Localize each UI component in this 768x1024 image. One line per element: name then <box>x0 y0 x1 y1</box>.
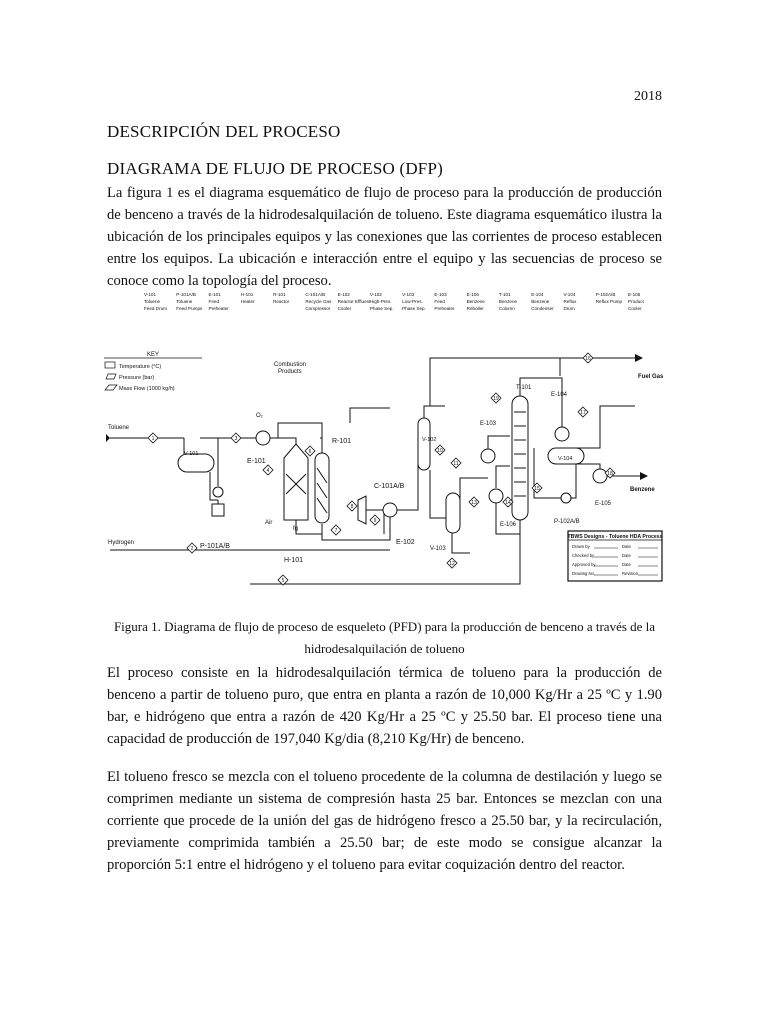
paragraph-2: El proceso consiste en la hidrodesalquilación térmica de tolueno para la producción de benceno a partir de tolueno puro, que entra en planta a razón de 10,000 Kg/Hr a 25 ºC y 1.90 bar, e hidrógeno que entra a razón de 420 Kg/Hr a 25 ºC y 25.50 bar. El proceso tiene una capacidad de producción de 197,040 Kg/dia (8,210 Kg/Hr) de benceno. <box>107 665 662 747</box>
title-block-row-label: Drawn by <box>572 544 590 549</box>
legend-tag: T-101 <box>498 292 511 297</box>
intro-paragraph: La figura 1 es el diagrama esquemático de flujo de proceso para la producción de producción de benceno a través de la hidrodesalquilación de tolueno. Este diagrama esquemático ilustra la ubicación de los principales equipos y las conexiones que las corrientes de proceso establecen entre los equipos. La ubicación e interacción entre el equipo y las secuencias de proceso se conoce como la topología del proceso. <box>107 185 662 289</box>
legend-tag: V-103 <box>402 292 415 297</box>
combustion-label-2: Products <box>278 369 302 375</box>
fuel-gas-label: Fuel Gas <box>638 374 664 380</box>
legend-tag: V-102 <box>369 292 382 297</box>
legend-tag: H-101 <box>240 292 254 297</box>
h101-heater <box>284 444 308 520</box>
p101-pump <box>212 504 224 516</box>
figure-caption: Figura 1. Diagrama de flujo de proceso de esqueleto (PFD) para la producción de benceno a través de la hidrodesalquilación de tolueno <box>113 619 656 656</box>
o2-label: O₂ <box>256 413 263 419</box>
legend-description: Toluene <box>176 299 193 304</box>
tag-e102: E-102 <box>396 539 415 546</box>
fuel-label: fg <box>293 526 299 532</box>
key-pressure: Pressure (bar) <box>119 375 155 381</box>
stream-number: 3 <box>234 436 238 442</box>
tag-c101: C-101A/B <box>374 483 405 490</box>
stream-number: 5 <box>281 578 285 584</box>
legend-description: Low-Pres. <box>402 299 423 304</box>
legend-description: Recycle Gas <box>305 299 332 304</box>
legend-description: Compressor <box>305 306 331 311</box>
section-title: DESCRIPCIÓN DEL PROCESO <box>107 122 341 141</box>
legend-tag: C-101A/B <box>305 292 326 297</box>
legend-tag: E-102 <box>337 292 350 297</box>
legend-description: Heater <box>240 299 255 304</box>
legend-description: Feed <box>208 299 220 304</box>
e103-preheater <box>481 449 495 463</box>
legend-description: High-Pres. <box>369 299 392 304</box>
pfd-svg <box>100 288 665 600</box>
tag-e101: E-101 <box>247 458 266 465</box>
stream-number: 18 <box>607 471 613 477</box>
tag-v104: V-104 <box>558 456 573 462</box>
legend-tag: E-103 <box>434 292 447 297</box>
benzene-label: Benzene <box>630 487 655 493</box>
legend-description: Benzene <box>466 299 485 304</box>
legend-tag: E-104 <box>531 292 544 297</box>
legend-tag: P-102A/B <box>595 292 616 297</box>
stream-number: 2 <box>190 546 194 552</box>
legend-description: Condenser <box>531 306 554 311</box>
stream-number: 10 <box>437 448 443 454</box>
stream-number: 7 <box>334 528 338 534</box>
tag-v103: V-103 <box>430 546 446 552</box>
stream-number: 19 <box>493 396 499 402</box>
header-year: 2018 <box>634 89 662 104</box>
legend-description: Reflux <box>563 299 577 304</box>
process-flow-diagram <box>100 288 665 600</box>
title-block <box>567 531 662 581</box>
legend-description: Phase Sep. <box>402 306 426 311</box>
legend-description: Product <box>628 299 644 304</box>
e102-cooler <box>383 503 397 517</box>
stream-number: 4 <box>266 468 270 474</box>
legend-description: Toluene <box>144 299 161 304</box>
key-title: KEY <box>146 352 160 358</box>
tag-e103: E-103 <box>480 421 497 427</box>
title-block-row-field: Revision <box>622 571 639 576</box>
stream-number: 13 <box>471 500 477 506</box>
title-block-row-label: Checked by <box>572 553 595 558</box>
legend-description: Column <box>498 306 515 311</box>
c101-compressor <box>358 496 366 524</box>
e106-reboiler <box>489 489 503 503</box>
hydrogen-label: Hydrogen <box>108 540 135 546</box>
tag-p101: P-101A/B <box>200 543 230 550</box>
legend-description: Feed Pumps <box>176 306 203 311</box>
legend-description: Benzene <box>498 299 518 304</box>
tag-e104: E-104 <box>551 392 568 398</box>
equipment <box>178 396 607 533</box>
legend-description: Reflux Pump <box>595 299 623 304</box>
legend-tag: V-101 <box>144 292 157 297</box>
title-block-row-field: Date <box>622 544 631 549</box>
title-block-row-field: Date <box>622 562 631 567</box>
stream-number: 12 <box>449 561 455 567</box>
legend-description: Cooler <box>628 306 642 311</box>
combustion-label-1: Combustion <box>274 362 307 368</box>
stream-number: 15 <box>534 486 540 492</box>
tag-v101: V-101 <box>184 451 199 457</box>
legend-description: Reactor <box>273 299 290 304</box>
subsection-title: DIAGRAMA DE FLUJO DE PROCESO (DFP) <box>107 159 443 178</box>
legend-description: Preheater <box>208 306 229 311</box>
title-block-row-label: Drawing No. <box>572 571 596 576</box>
stream-number: 9 <box>373 518 377 524</box>
stream-number: 11 <box>453 461 459 467</box>
legend-description: Drum <box>563 306 575 311</box>
legend-description: Preheater <box>434 306 455 311</box>
key-temperature: Temperature (°C) <box>119 364 162 370</box>
stream-number: 8 <box>350 504 354 510</box>
stream-number: 17 <box>580 410 586 416</box>
v103-separator <box>446 493 460 533</box>
title-block-title: TBWS Designs - Toluene HDA Process <box>567 534 663 540</box>
air-label: Air <box>265 520 273 526</box>
legend-tag: R-101 <box>273 292 286 297</box>
tag-p102: P-102A/B <box>554 519 580 525</box>
p101-pump-body <box>213 487 223 497</box>
legend-tag: E-106 <box>466 292 479 297</box>
tag-v102: V-102 <box>422 437 437 443</box>
legend-description: Feed Drum <box>144 306 167 311</box>
e101-exchanger <box>256 431 270 445</box>
title-block-row-field: Date <box>622 553 631 558</box>
legend-description: Benzene <box>531 299 550 304</box>
e104-condenser <box>555 427 569 441</box>
legend-tag: P-101A/B <box>176 292 196 297</box>
legend-tag: V-104 <box>563 292 576 297</box>
tag-r101: R-101 <box>332 438 352 445</box>
stream-number: 16 <box>585 356 591 362</box>
v102-separator <box>418 418 430 470</box>
t101-column <box>512 396 528 520</box>
stream-number: 14 <box>505 500 511 506</box>
title-block-row-label: Approved by <box>572 562 596 567</box>
p102-pump <box>561 493 571 503</box>
key-mass-flow: Mass Flow (1000 kg/h) <box>119 386 175 392</box>
paragraph-3: El tolueno fresco se mezcla con el tolueno procedente de la columna de destilación y luego se comprimen mediante un sistema de compresión hasta 25 bar. Entonces se mezclan con una corriente que procede de la unión del gas de hidrógeno fresco a 25.50 bar, y la recirculación, previamente comprimida también a 25.50 bar; de este modo se consigue alcanzar la proporción 5:1 entre el hidrógeno y el tolueno para evitar coquización dentro del reactor. <box>107 769 662 873</box>
tag-e105: E-105 <box>595 501 612 507</box>
tag-e106: E-106 <box>500 522 517 528</box>
tag-h101: H-101 <box>284 557 304 564</box>
legend-tag: E-105 <box>628 292 641 297</box>
e105-cooler <box>593 469 607 483</box>
toluene-label: Toluene <box>108 425 130 431</box>
legend-description: Cooler <box>337 306 352 311</box>
legend-description: Reboiler <box>466 306 484 311</box>
legend-description: Phase Sep. <box>369 306 394 311</box>
key-box <box>104 352 202 392</box>
legend-description: Feed <box>434 299 445 304</box>
tag-t101: T-101 <box>516 385 532 391</box>
stream-number: 6 <box>308 449 312 455</box>
legend-description: Reactor Effluent <box>337 299 371 304</box>
stream-number: 1 <box>151 436 155 442</box>
equipment-legend <box>144 292 645 311</box>
legend-tag: E-101 <box>208 292 221 297</box>
